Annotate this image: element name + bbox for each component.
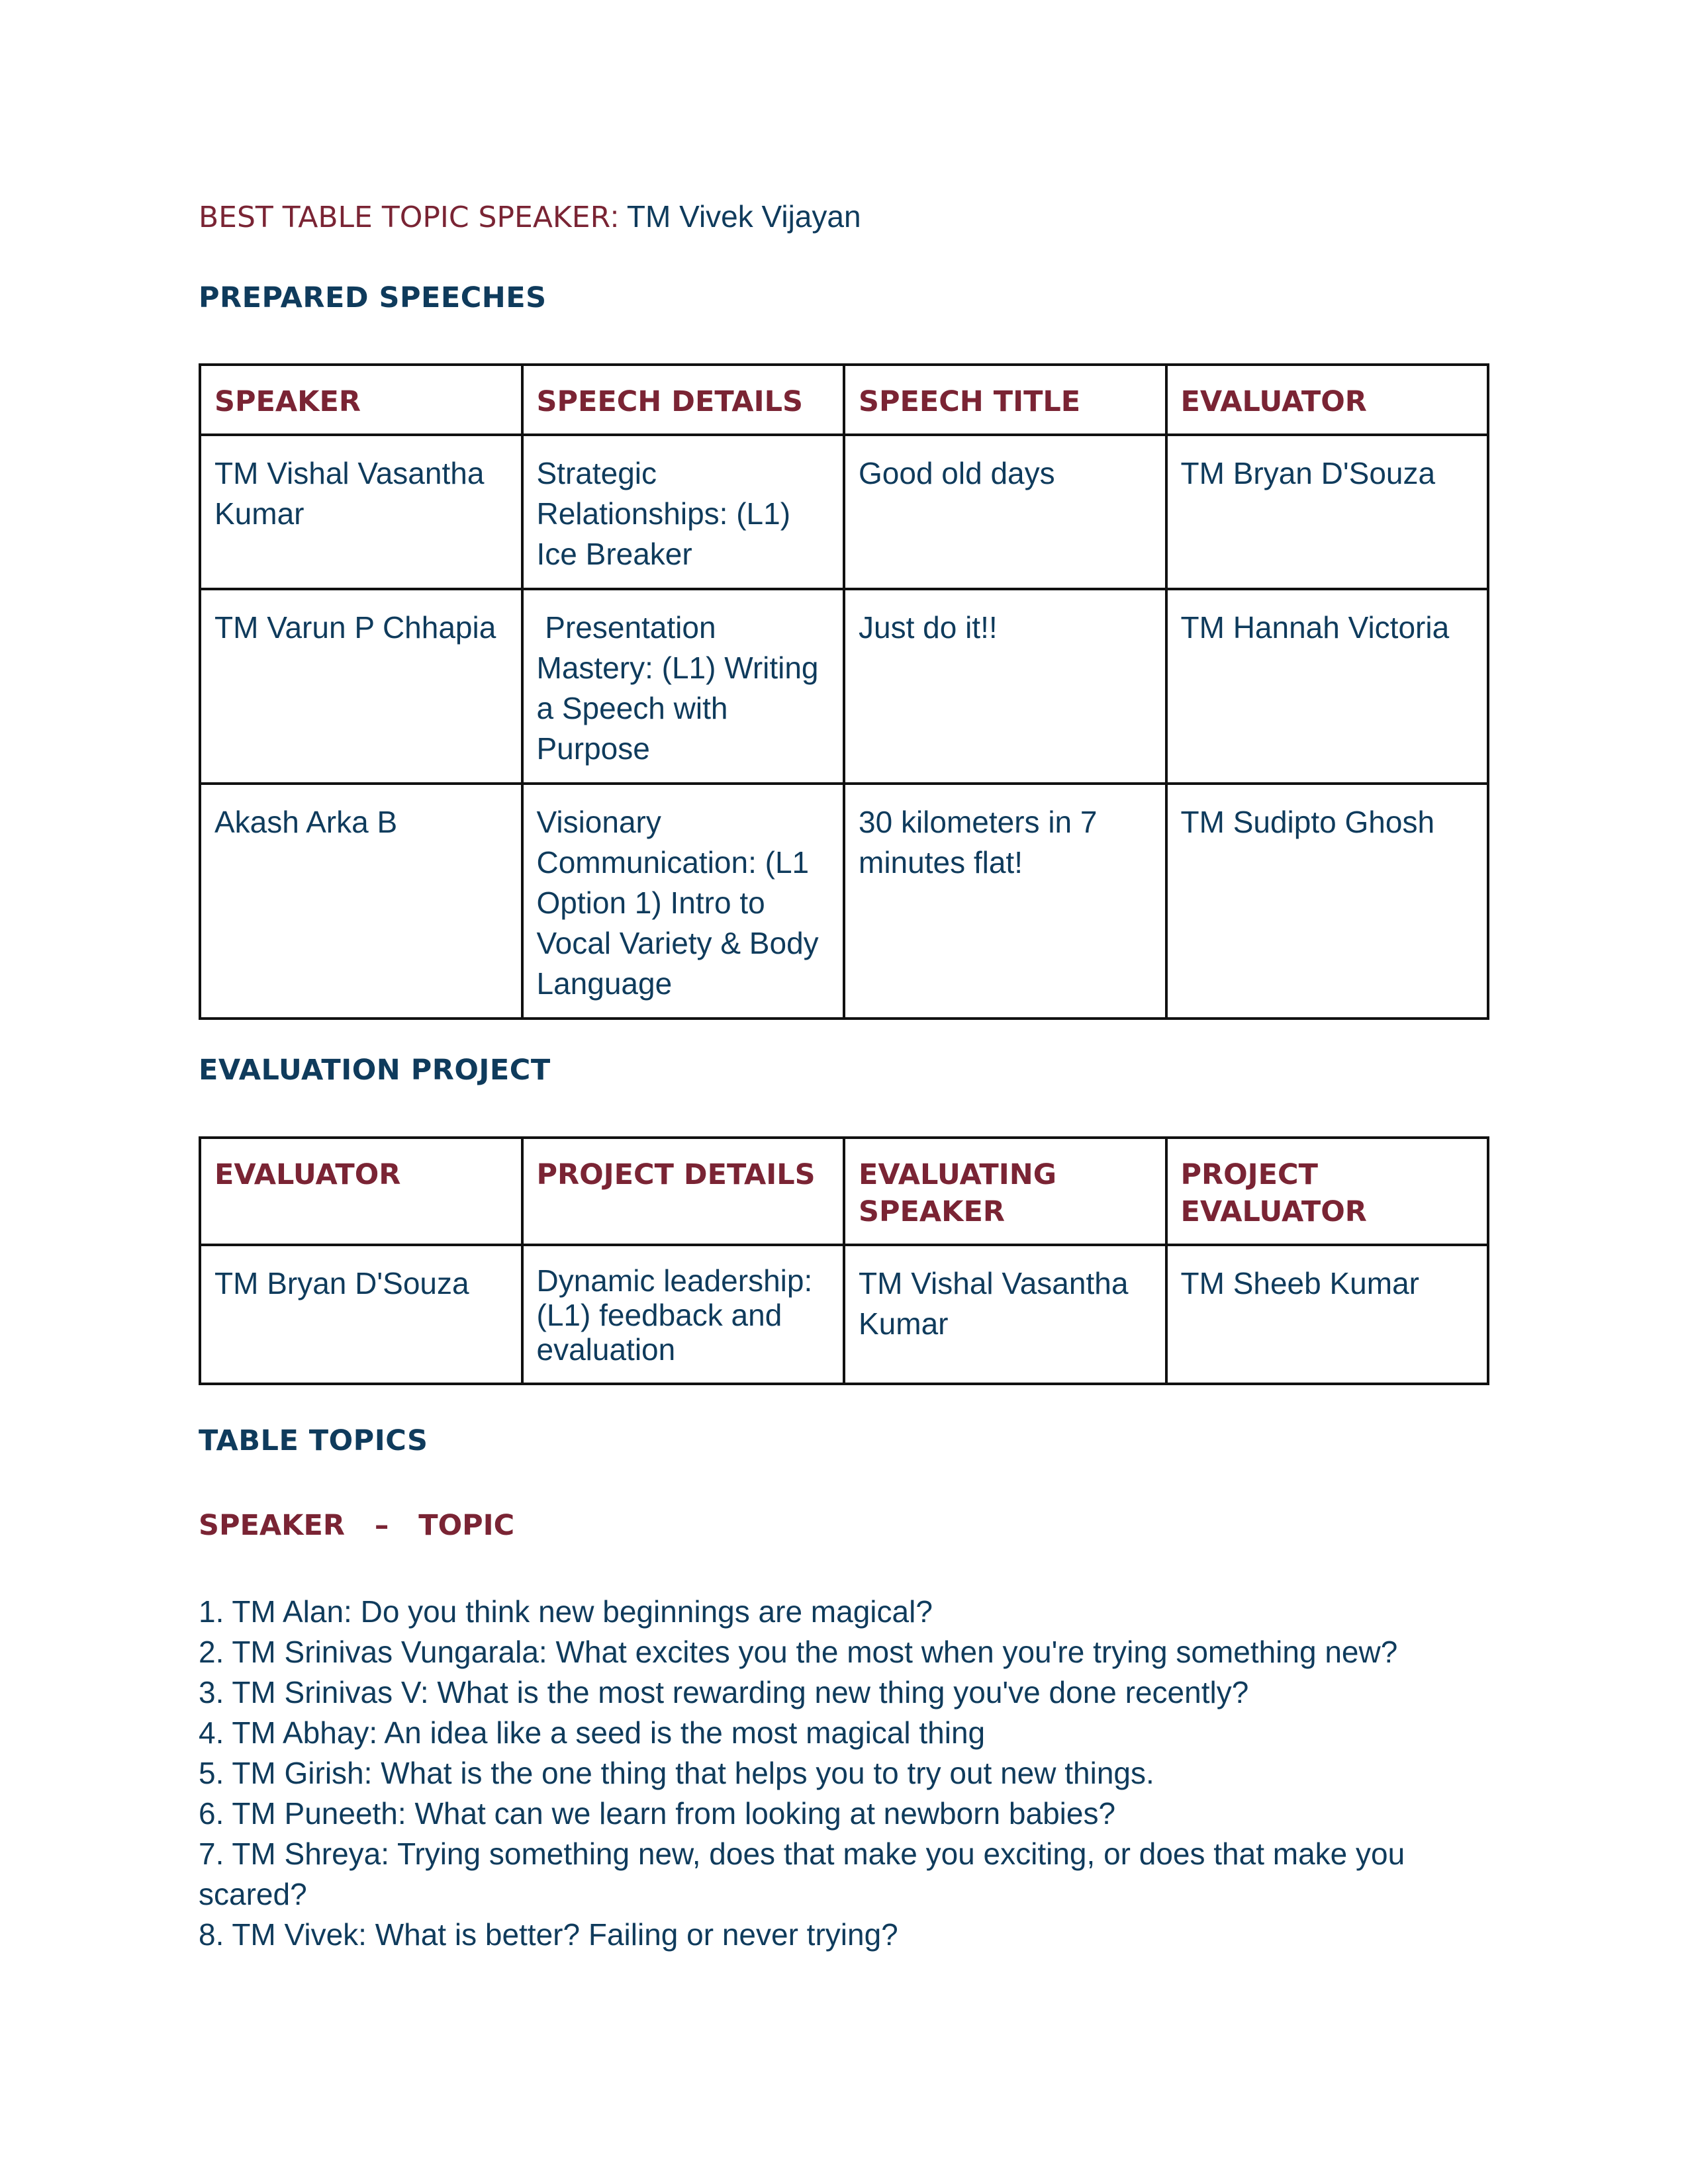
prepared-speeches-table xyxy=(199,363,1489,1020)
speaker-cell: TM Vishal Vasantha Kumar xyxy=(200,435,522,589)
evaluation-project-heading: EVALUATION PROJECT xyxy=(199,1054,551,1087)
table-row xyxy=(200,435,1488,589)
evaluation-project-table xyxy=(199,1136,1489,1385)
evaluating-speaker-cell: TM Vishal Vasantha Kumar xyxy=(844,1245,1166,1384)
speech-details-cell: Presentation Mastery: (L1) Writing a Speech with Purpose xyxy=(522,589,845,784)
column-header-speech-details: SPEECH DETAILS xyxy=(522,365,845,435)
column-header-evaluator: EVALUATOR xyxy=(1166,365,1489,435)
list-item: 8. TM Vivek: What is better? Failing or never trying? xyxy=(199,1917,898,1952)
table-topics-list xyxy=(199,1592,1489,1955)
list-item: 4. TM Abhay: An idea like a seed is the most magical thing xyxy=(199,1715,986,1750)
evaluator-cell: TM Hannah Victoria xyxy=(1166,589,1489,784)
list-item: 1. TM Alan: Do you think new beginnings are magical? xyxy=(199,1594,933,1629)
speech-title-cell: 30 kilometers in 7 minutes flat! xyxy=(844,784,1166,1019)
prepared-speeches-heading: PREPARED SPEECHES xyxy=(199,281,547,314)
speech-details-cell: Strategic Relationships: (L1) Ice Breaker xyxy=(522,435,845,589)
speech-title-cell: Just do it!! xyxy=(844,589,1166,784)
speech-details-cell: Visionary Communication: (L1 Option 1) Intro to Vocal Variety & Body Language xyxy=(522,784,845,1019)
speaker-cell: TM Varun P Chhapia xyxy=(200,589,522,784)
list-item: 5. TM Girish: What is the one thing that helps you to try out new things. xyxy=(199,1756,1154,1790)
best-table-topic-label: BEST TABLE TOPIC SPEAKER xyxy=(199,201,611,234)
column-header-speech-title: SPEECH TITLE xyxy=(844,365,1166,435)
table-row xyxy=(200,589,1488,784)
column-header-project-evaluator: PROJECT EVALUATOR xyxy=(1166,1138,1489,1245)
best-table-topic-line xyxy=(199,199,861,234)
speech-title-cell: Good old days xyxy=(844,435,1166,589)
project-details-cell: Dynamic leadership: (L1) feedback and evaluation xyxy=(522,1245,845,1384)
table-header-row xyxy=(200,1138,1488,1245)
table-row xyxy=(200,784,1488,1019)
speaker-cell: Akash Arka B xyxy=(200,784,522,1019)
column-header-speaker: SPEAKER xyxy=(200,365,522,435)
evaluator-cell: TM Bryan D'Souza xyxy=(1166,435,1489,589)
column-header-evaluating-speaker: EVALUATING SPEAKER xyxy=(844,1138,1166,1245)
best-table-topic-name: TM Vivek Vijayan xyxy=(626,199,861,234)
speaker-topic-subheading: SPEAKER – TOPIC xyxy=(199,1509,515,1542)
list-item: 7. TM Shreya: Trying something new, does that make you exciting, or does that make you scared? xyxy=(199,1837,1405,1911)
column-header-evaluator: EVALUATOR xyxy=(200,1138,522,1245)
list-item: 2. TM Srinivas Vungarala: What excites you the most when you're trying something new? xyxy=(199,1635,1398,1669)
evaluator-cell: TM Sudipto Ghosh xyxy=(1166,784,1489,1019)
list-item: 6. TM Puneeth: What can we learn from looking at newborn babies? xyxy=(199,1796,1116,1831)
table-row xyxy=(200,1245,1488,1384)
project-evaluator-cell: TM Sheeb Kumar xyxy=(1166,1245,1489,1384)
evaluator-cell: TM Bryan D'Souza xyxy=(200,1245,522,1384)
column-header-project-details: PROJECT DETAILS xyxy=(522,1138,845,1245)
table-topics-heading: TABLE TOPICS xyxy=(199,1424,428,1457)
list-item: 3. TM Srinivas V: What is the most rewarding new thing you've done recently? xyxy=(199,1675,1249,1709)
best-table-topic-separator: : xyxy=(610,199,627,234)
table-header-row xyxy=(200,365,1488,435)
